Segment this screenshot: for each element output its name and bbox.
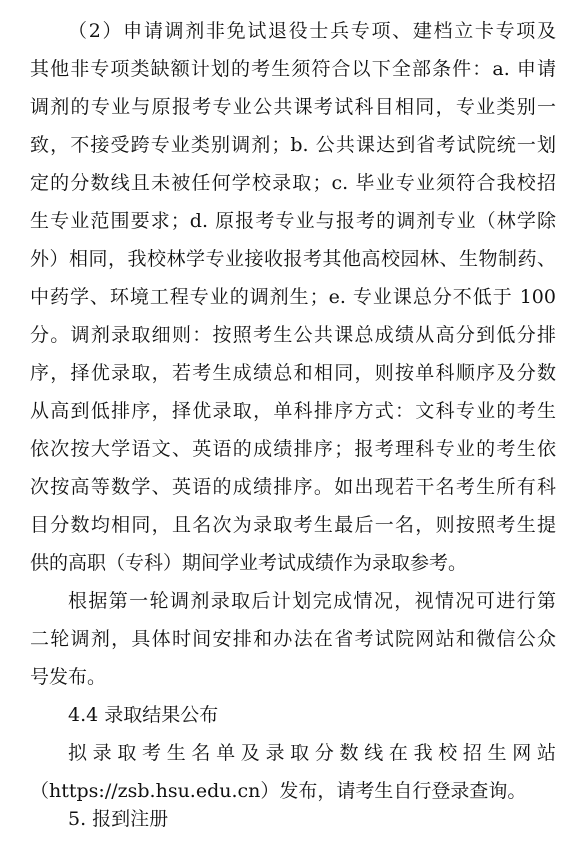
paragraph-2-line-14: 目分数均相同，且名次为录取考生最后一名，则按照考生提	[30, 514, 556, 536]
paragraph-second-round-line-3: 号发布。	[30, 666, 107, 688]
paragraph-2-line-12: 依次按大学语文、英语的成绩排序；报考理科专业的考生依	[30, 438, 556, 460]
paragraph-results-line-1: 拟录取考生名单及录取分数线在我校招生网站	[68, 742, 556, 764]
paragraph-2-line-8: 中药学、环境工程专业的调剂生；e. 专业课总分不低于 100	[30, 286, 556, 308]
paragraph-2-line-1: （2）申请调剂非免试退役士兵专项、建档立卡专项及	[68, 20, 556, 42]
section-4-4-heading: 4.4 录取结果公布	[68, 704, 219, 726]
paragraph-second-round-line-1: 根据第一轮调剂录取后计划完成情况，视情况可进行第	[68, 590, 556, 612]
paragraph-2-line-3: 调剂的专业与原报考专业公共课考试科目相同，专业类别一	[30, 96, 556, 118]
paragraph-2-line-13: 次按高等数学、英语的成绩排序。如出现若干名考生所有科	[30, 476, 556, 498]
paragraph-2-line-4: 致，不接受跨专业类别调剂；b. 公共课达到省考试院统一划	[30, 134, 556, 156]
paragraph-second-round-line-2: 二轮调剂，具体时间安排和办法在省考试院网站和微信公众	[30, 628, 556, 650]
paragraph-2-line-9: 分。调剂录取细则：按照考生公共课总成绩从高分到低分排	[30, 324, 556, 346]
paragraph-2-line-15: 供的高职（专科）期间学业考试成绩作为录取参考。	[30, 552, 468, 574]
section-5-heading: 5. 报到注册	[68, 808, 169, 830]
paragraph-2-line-2: 其他非专项类缺额计划的考生须符合以下全部条件：a. 申请	[30, 58, 556, 80]
paragraph-2-line-6: 生专业范围要求；d. 原报考专业与报考的调剂专业（林学除	[30, 210, 556, 232]
paragraph-2-line-10: 序，择优录取，若考生成绩总和相同，则按单科顺序及分数	[30, 362, 556, 384]
paragraph-2-line-11: 从高到低排序，择优录取，单科排序方式：文科专业的考生	[30, 400, 556, 422]
paragraph-2-line-5: 定的分数线且未被任何学校录取；c. 毕业专业须符合我校招	[30, 172, 556, 194]
paragraph-results-line-2: （https://zsb.hsu.edu.cn）发布，请考生自行登录查询。	[30, 780, 527, 802]
paragraph-2-line-7: 外）相同，我校林学专业接收报考其他高校园林、生物制药、	[30, 248, 556, 270]
